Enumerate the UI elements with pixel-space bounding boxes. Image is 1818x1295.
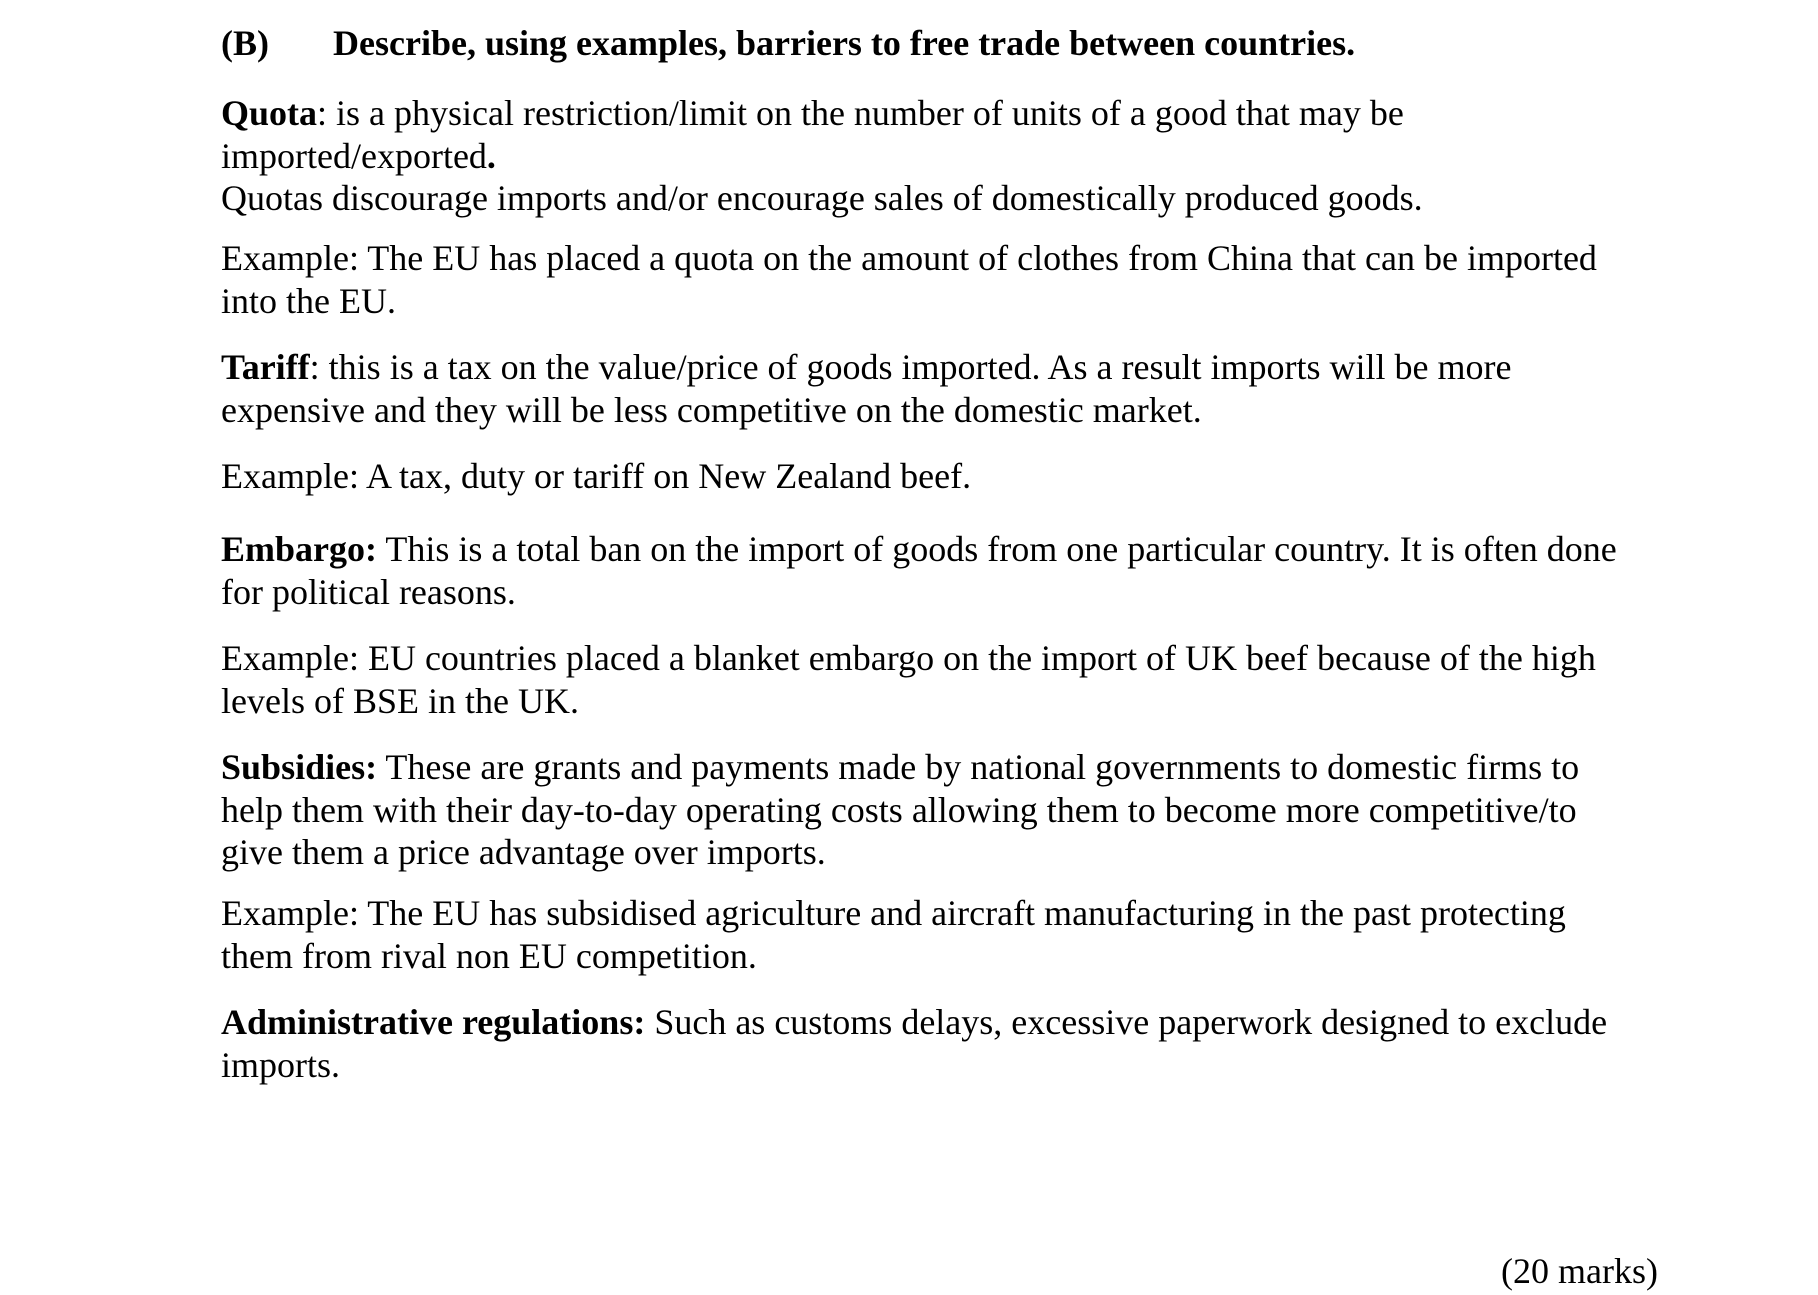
subsidies-example — [221, 892, 1671, 977]
embargo-example-line-1: Example: EU countries placed a blanket embargo on the import of UK beef because of the high — [221, 638, 1596, 678]
tariff-example-line-1: Example: A tax, duty or tariff on New Zealand beef. — [221, 456, 972, 496]
marks-allocation: (20 marks) — [1501, 1251, 1658, 1291]
question-text: Describe, using examples, barriers to free trade between countries. — [333, 23, 1356, 63]
embargo-example — [221, 637, 1671, 722]
embargo-term: Embargo: — [221, 529, 377, 569]
subsidies-example-line-1: Example: The EU has subsidised agriculture and aircraft manufacturing in the past protecting — [221, 893, 1566, 933]
quota-example-line-1: Example: The EU has placed a quota on the amount of clothes from China that can be imported — [221, 238, 1597, 278]
embargo-line-1: This is a total ban on the import of goods from one particular country. It is often done — [377, 529, 1617, 569]
quota-line-1: : is a physical restriction/limit on the number of units of a good that may be — [317, 93, 1404, 133]
question-label: (B) — [221, 23, 269, 63]
admin-line-1: Such as customs delays, excessive paperwork designed to exclude — [645, 1002, 1608, 1042]
admin-line-2: imports. — [221, 1044, 341, 1085]
tariff-definition — [221, 346, 1671, 431]
admin-term: Administrative regulations: — [221, 1002, 646, 1042]
tariff-line-1: : this is a tax on the value/price of goods imported. As a result imports will be more — [309, 347, 1512, 387]
quota-example-line-2: into the EU. — [221, 280, 396, 321]
embargo-line-2: for political reasons. — [221, 571, 516, 612]
tariff-line-2: expensive and they will be less competitive on the domestic market. — [221, 389, 1202, 430]
subsidies-line-2: help them with their day-to-day operating costs allowing them to become more competitive/to — [221, 789, 1577, 830]
subsidies-line-3: give them a price advantage over imports. — [221, 832, 826, 872]
quota-example — [221, 237, 1671, 322]
quota-line-2-end: . — [486, 135, 496, 176]
question-heading — [221, 22, 1355, 64]
embargo-example-line-2: levels of BSE in the UK. — [221, 680, 579, 721]
quota-definition — [221, 92, 1671, 220]
tariff-example — [221, 455, 1671, 498]
quota-line-2: imported/exported — [221, 135, 487, 176]
quota-term: Quota — [221, 93, 318, 133]
subsidies-line-1: These are grants and payments made by national governments to domestic firms to — [377, 747, 1580, 787]
embargo-definition — [221, 528, 1671, 613]
subsidies-definition — [221, 746, 1671, 874]
subsidies-example-line-2: them from rival non EU competition. — [221, 935, 757, 976]
quota-line-3: Quotas discourage imports and/or encourage sales of domestically produced goods. — [221, 178, 1423, 218]
admin-definition — [221, 1001, 1671, 1086]
tariff-term: Tariff — [221, 347, 310, 387]
subsidies-term: Subsidies: — [221, 747, 378, 787]
